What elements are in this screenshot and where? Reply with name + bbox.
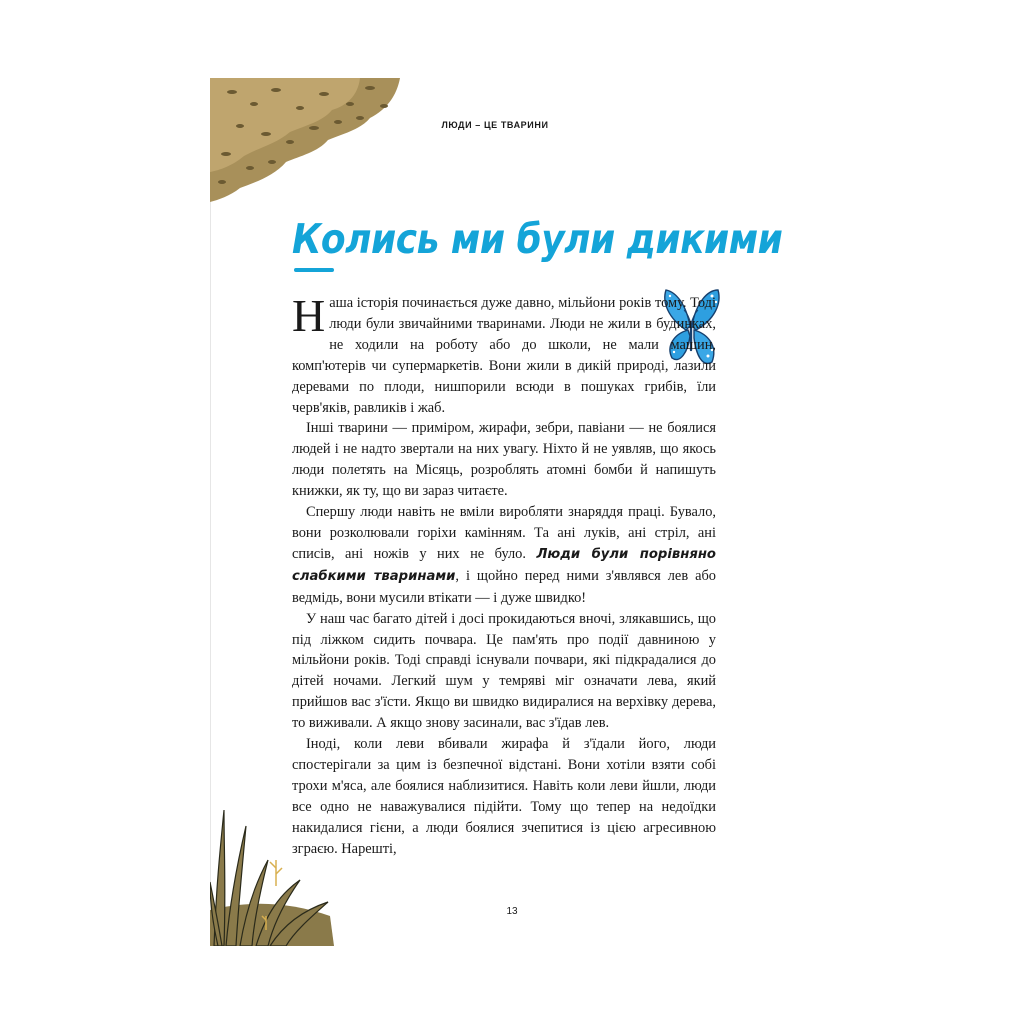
paragraph-1-text: аша історія починається дуже давно, мільйони років тому. Тоді люди були звичайними тваринами. Люди не жили в будинках, не ходили на роботу або до школи, не мали машин, комп'ютерів чи супермаркетів. Вони жили в дикій природі, лазили деревами по плоди, нишпорили всюди в пошуках грибів, їли черв'яків, равликів і жаб. [292, 295, 716, 416]
chapter-title: Колись ми були дикими [292, 216, 783, 264]
body-text [292, 290, 716, 859]
running-head: ЛЮДИ – ЦЕ ТВАРИНИ [441, 120, 549, 130]
tree-canopy-illustration [210, 78, 400, 203]
paragraph-5: Іноді, коли леви вбивали жирафа й з'їдали його, люди спостерігали за цим із безпечної відстані. Вони хотіли взяти собі трохи м'яса, але боялися наблизитися. Навіть коли леви йшли, люди все одно не наважувалися підійти. Тому що тепер на недоїдки накидалися гієни, а люди боялися зчепитися із цією агресивною зграєю. Нарешті, [292, 736, 716, 857]
book-page [210, 78, 814, 946]
paragraph-3-text-a: Спершу люди навіть не вміли виробляти знаряддя праці. Бувало, вони розколювали горіхи камінням. Та ані луків, ані стріл, ані списів, ані ножів у них не було. [292, 504, 716, 562]
drop-cap: Н [292, 290, 326, 341]
title-underline [294, 268, 334, 272]
paragraph-3-text-b: , і щойно перед ними з'являвся лев або ведмідь, вони мусили втікати — і дуже швидко! [292, 567, 716, 606]
paragraph-2: Інші тварини — приміром, жирафи, зебри, павіани — не боялися людей і не надто звертали на них увагу. Ніхто й не уявляв, що якось люди полетять на Місяць, розроблять атомні бомби й напишуть книжки, як ту, що ви зараз читаєте. [292, 420, 716, 500]
page-number: 13 [506, 906, 518, 917]
paragraph-3 [292, 502, 716, 609]
highlighted-phrase: Люди були порівняно слабкими тваринами [292, 546, 716, 584]
paragraph-4: У наш час багато дітей і досі прокидаються вночі, злякавшись, що під ліжком сидить почвара. Це пам'ять про події давниною у мільйони років. Тоді справді існували почвари, які підкрадалися до дітей ночами. Легкий шум у темряві міг означати лева, який прийшов вас з'їсти. Якщо ви швидко видиралися на верхівку дерева, то виживали. А якщо знову засинали, вас з'їдав лев. [292, 610, 716, 732]
paragraph-1 [292, 290, 716, 418]
